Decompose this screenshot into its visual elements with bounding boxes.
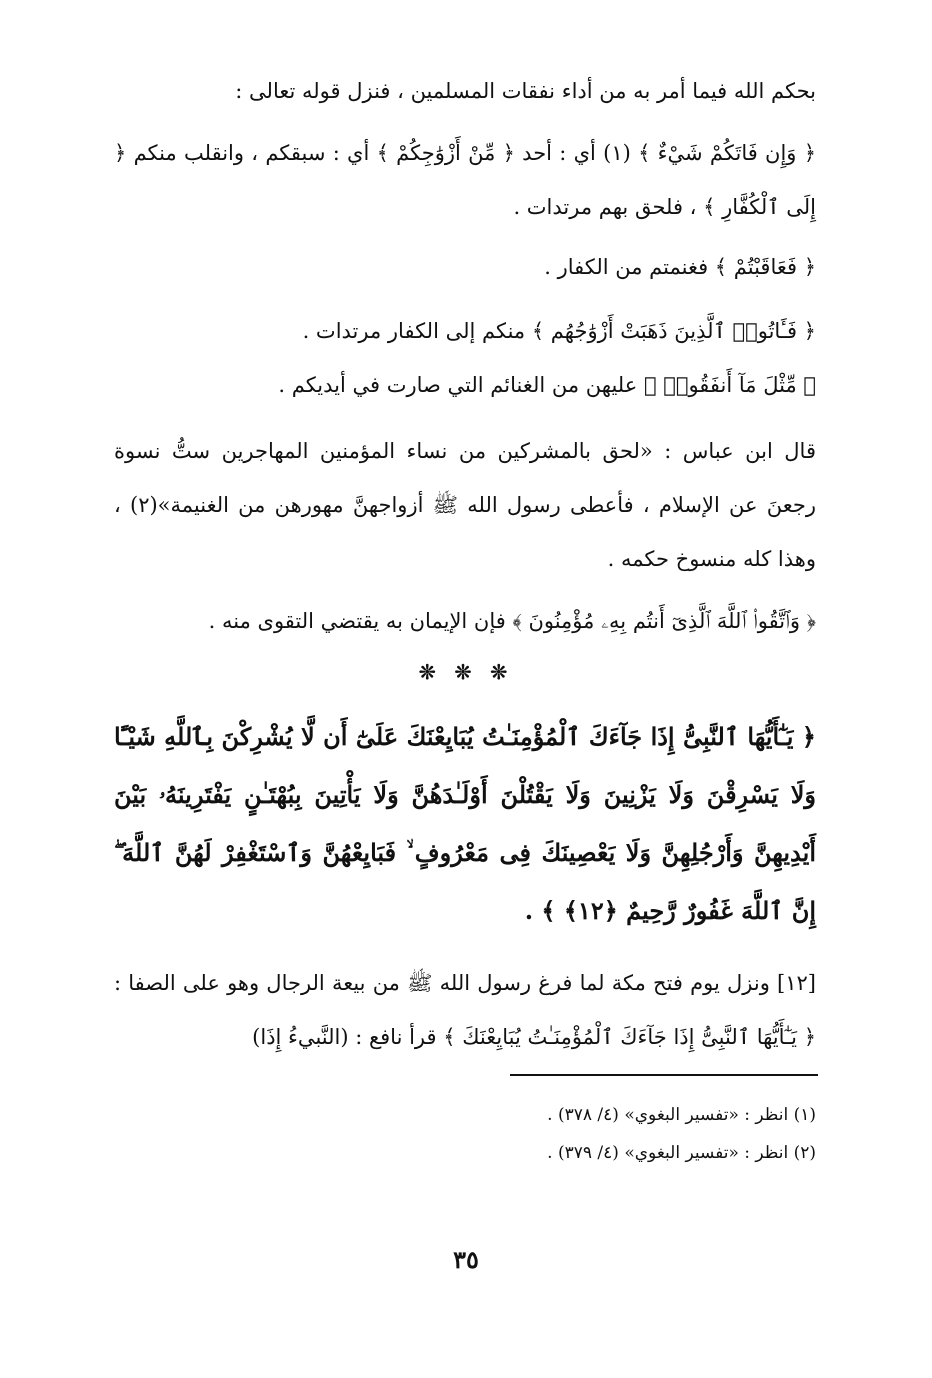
quran-verse-block: ﴿ يَـٰٓأَيُّهَا ٱلنَّبِىُّ إِذَا جَآءَكَ ٱلْمُؤْمِنَـٰتُ يُبَايِعْنَكَ عَلَىٰٓ أَن لَّا يُشْرِكْنَ بِٱللَّهِ شَيْـًٔا وَلَا يَسْرِقْنَ وَلَا يَزْنِينَ وَلَا يَقْتُلْنَ أَوْلَـٰدَهُنَّ وَلَا يَأْتِينَ بِبُهْتَـٰنٍ يَفْتَرِينَهُۥ بَيْنَ أَيْدِيهِنَّ وَأَرْجُلِهِنَّ وَلَا يَعْصِينَكَ فِى مَعْرُوفٍ ۙ فَبَايِعْهُنَّ وَٱسْتَغْفِرْ لَهُنَّ ٱللَّهَ ۖ إِنَّ ٱللَّهَ غَفُورٌ رَّحِيمٌ ﴿١٢﴾ ﴾ .: [114, 722, 816, 925]
footnote-2: (٢) انظر : «تفسير البغوي» (٤/ ٣٧٩) .: [547, 1143, 816, 1163]
ibn-abbas-paragraph: قال ابن عباس : «لحق بالمشركين من نساء المؤمنين المهاجرين ستُّ نسوة رجعنَ عن الإسلام ، فأعطى رسول الله ﷺ أزواجهنَّ مهورهن من الغنيمة»(٢) ، وهذا كله منسوخ حكمه .: [114, 439, 816, 571]
tafsir-line-4: ﴿ مِّثْلَ مَآ أَنفَقُوا۟ ﴾ عليهن من الغنائم التي صارت في أيديكم .: [278, 373, 816, 397]
section-separator: ❊ ❊ ❊: [418, 660, 514, 684]
tafsir-line-3: ﴿ فَـَٔاتُوا۟ ٱلَّذِينَ ذَهَبَتْ أَزْوَٰجُهُم ﴾ منكم إلى الكفار مرتدات .: [302, 319, 816, 343]
tafsir-paragraph-1: ﴿ وَإِن فَاتَكُمْ شَيْءٌ ﴾ (١) أي : أحد ﴿ مِّنْ أَزْوَٰجِكُمْ ﴾ أي : سبقكم ، وانقلب منكم ﴿ إِلَى ٱلْكُفَّارِ ﴾ ، فلحق بهم مرتدات .: [114, 141, 816, 219]
tafsir-line-5: ﴿ وَٱتَّقُوا۟ ٱللَّهَ ٱلَّذِىٓ أَنتُم بِهِۦ مُؤْمِنُونَ ﴾ فإن الإيمان به يقتضي التقوى منه .: [208, 609, 816, 633]
footnote-1: (١) انظر : «تفسير البغوي» (٤/ ٣٧٨) .: [547, 1105, 816, 1125]
footnote-divider: [510, 1074, 818, 1076]
commentary-paragraph: [١٢] ونزل يوم فتح مكة لما فرغ رسول الله ﷺ من بيعة الرجال وهو على الصفا : ﴿ يَـٰٓأَيُّهَا ٱلنَّبِىُّ إِذَا جَآءَكَ ٱلْمُؤْمِنَـٰتُ يُبَايِعْنَكَ ﴾ قرأ نافع : (النَّبيءُ إِذَا): [114, 971, 816, 1049]
tafsir-line-2: ﴿ فَعَاقَبْتُمْ ﴾ فغنمتم من الكفار .: [544, 255, 816, 279]
text-line-intro: بحكم الله فيما أمر به من أداء نفقات المسلمين ، فنزل قوله تعالى :: [235, 79, 816, 103]
page-number: ٣٥: [453, 1245, 479, 1274]
